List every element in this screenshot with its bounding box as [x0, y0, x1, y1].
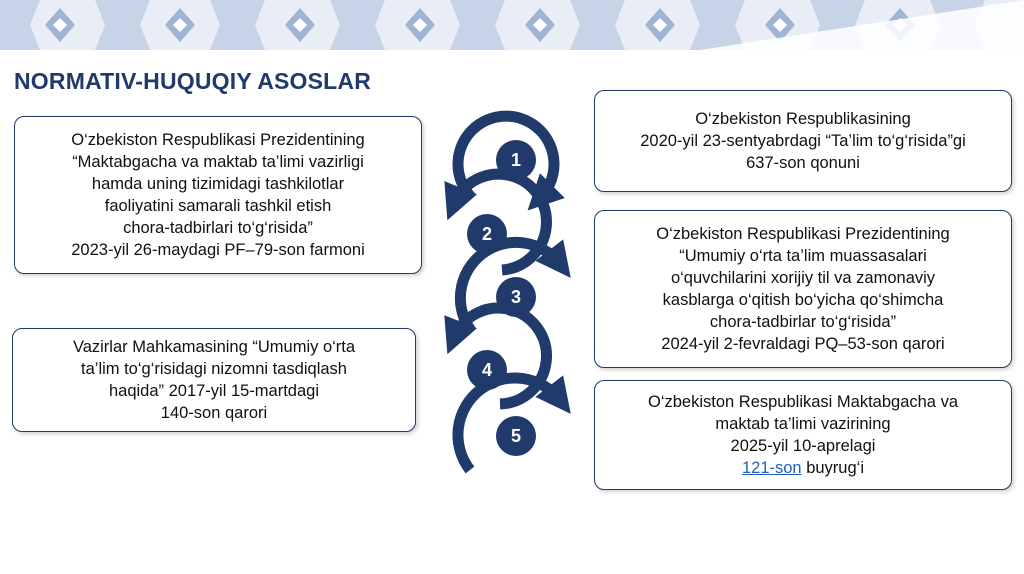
text-line: 2024-yil 2-fevraldagi PQ–53-son qarori — [661, 335, 945, 353]
text-line: faoliyatini samarali tashkil etish — [104, 197, 332, 215]
text-line: O‘zbekiston Respublikasi Maktabgacha va — [648, 393, 958, 411]
text-line: chora-tadbirlar to‘g‘risida” — [709, 313, 897, 331]
text-line: haqida” 2017-yil 15-martdagi — [108, 382, 320, 400]
step-number-4: 4 — [481, 360, 493, 380]
step-number-3: 3 — [510, 287, 522, 307]
text-line: maktab ta’limi vazirining — [715, 415, 891, 433]
text-line: hamda uning tizimidagi tashkilotlar — [91, 175, 345, 193]
text-line: 637-son qonuni — [746, 154, 860, 172]
step-number-1: 1 — [510, 150, 522, 170]
link-suffix: buyrug‘i — [801, 459, 864, 477]
text-line: “Maktabgacha va maktab ta’limi vazirligi — [72, 153, 364, 171]
text-line: O‘zbekiston Respublikasi Prezidentining — [71, 131, 365, 149]
step-number-5: 5 — [510, 426, 522, 446]
text-line: 2020-yil 23-sentyabrdagi “Ta’lim to‘g‘risida”gi — [640, 132, 966, 150]
text-line: 2023-yil 26-maydagi PF–79-son farmoni — [71, 241, 365, 259]
text-line: O‘zbekiston Respublikasining — [695, 110, 911, 128]
order-link[interactable]: 121-son — [741, 459, 802, 477]
text-line: o‘quvchilarini xorijiy til va zamonaviy — [670, 269, 936, 287]
text-line: O‘zbekiston Respublikasi Prezidentining — [656, 225, 950, 243]
text-line: Vazirlar Mahkamasining “Umumiy o‘rta — [72, 338, 356, 356]
text-line: kasblarga o‘qitish bo‘yicha qo‘shimcha — [662, 291, 944, 309]
text-line: “Umumiy o‘rta ta’lim muassasalari — [679, 247, 927, 265]
text-line: 140-son qarori — [160, 404, 268, 422]
step-number-2: 2 — [481, 224, 493, 244]
text-line: ta’lim to‘g‘risidagi nizomni tasdiqlash — [81, 360, 347, 378]
text-line: 2025-yil 10-aprelagi — [730, 437, 876, 455]
text-line: chora-tadbirlari to‘g‘risida” — [123, 219, 313, 237]
page-title: NORMATIV-HUQUQIY ASOSLAR — [14, 68, 372, 94]
